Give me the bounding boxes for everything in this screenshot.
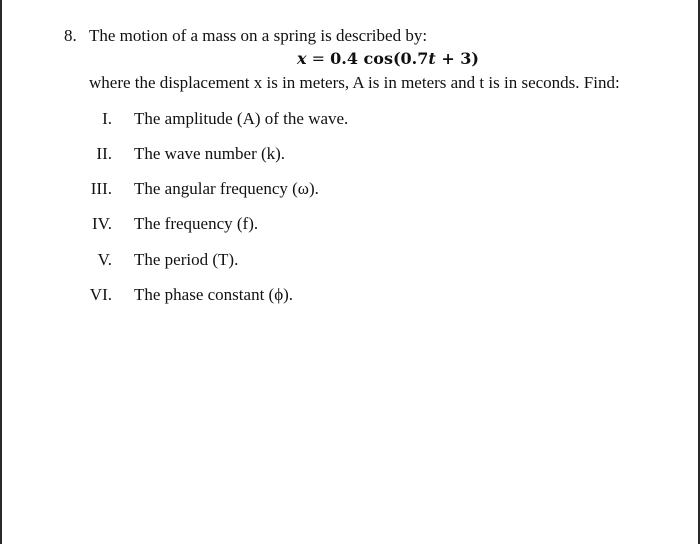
- find-item-text: The amplitude (A) of the wave.: [134, 109, 349, 128]
- find-item-numeral: I.: [102, 109, 112, 128]
- equation-content: [297, 49, 479, 68]
- find-item: [0, 214, 600, 236]
- equation-rhs-var: t: [428, 49, 436, 68]
- equation-rhs-suffix: + 3): [435, 49, 479, 68]
- find-item-numeral: II.: [96, 144, 112, 163]
- motion-equation: [0, 49, 700, 68]
- find-item-text: The phase constant (ϕ).: [134, 285, 294, 304]
- find-item: [0, 179, 600, 201]
- question-heading: [64, 26, 427, 46]
- question-number: 8.: [64, 26, 77, 45]
- find-item: [0, 144, 600, 166]
- find-item: [0, 285, 600, 307]
- find-item-text: The angular frequency (ω).: [134, 179, 319, 198]
- find-item-text: The frequency (f).: [134, 214, 259, 233]
- find-item-text: The wave number (k).: [134, 144, 286, 163]
- equation-equals: =: [306, 49, 331, 68]
- left-page-border: [0, 0, 2, 544]
- find-item-numeral: VI.: [89, 285, 112, 304]
- find-item-numeral: IV.: [92, 214, 112, 233]
- find-item-text: The period (T).: [134, 250, 239, 269]
- question-description: where the displacement x is in meters, A is in meters and t is in seconds. Find:: [89, 73, 620, 92]
- find-item: [0, 250, 600, 272]
- find-item: [0, 109, 600, 131]
- equation-lhs: x: [297, 49, 307, 68]
- equation-rhs-prefix: 0.4 cos(0.7: [330, 49, 429, 68]
- find-item-numeral: V.: [97, 250, 112, 269]
- find-item-numeral: III.: [90, 179, 112, 198]
- question-text: The motion of a mass on a spring is described by:: [89, 26, 428, 45]
